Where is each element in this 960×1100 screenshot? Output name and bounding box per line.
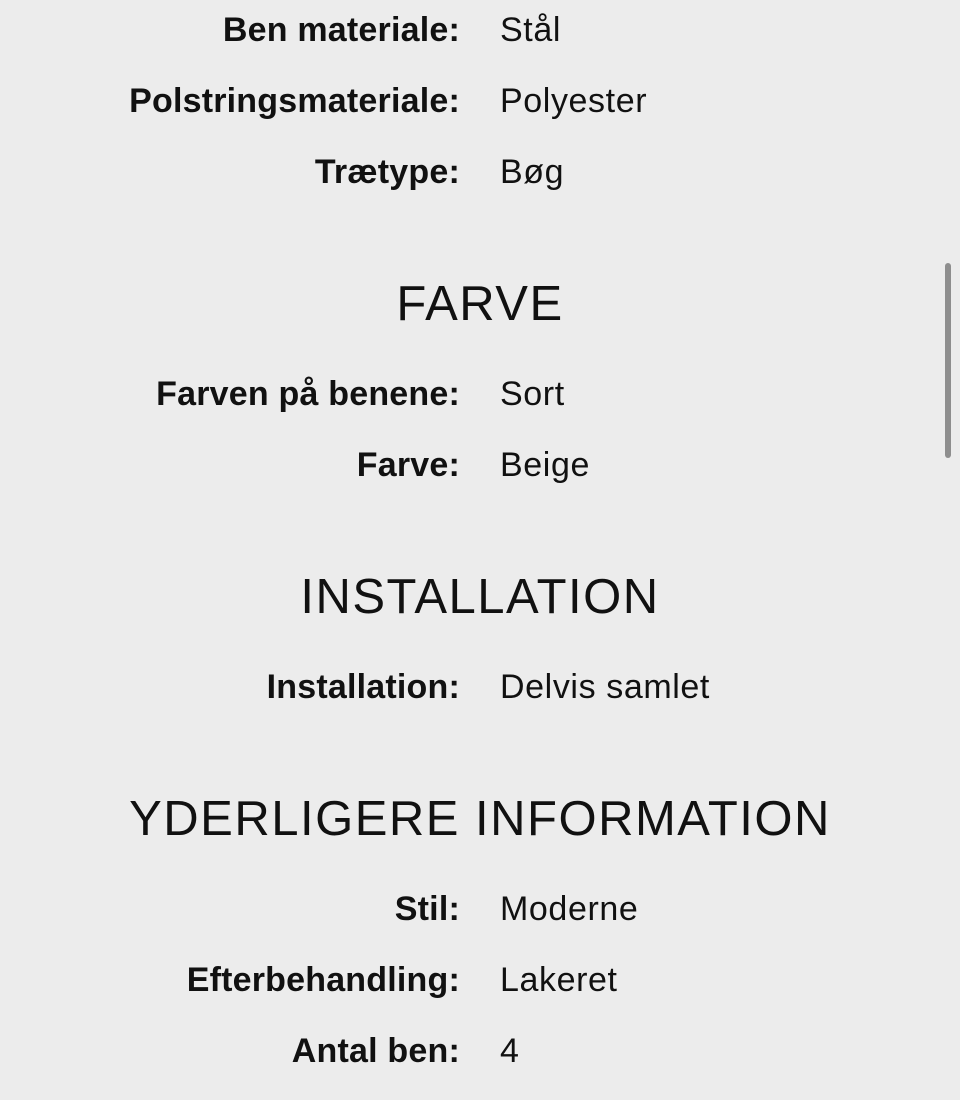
spec-row-color [0, 440, 960, 490]
spec-label: Farve: [356, 446, 460, 484]
section-heading-additional-info: YDERLIGERE INFORMATION [129, 792, 831, 846]
spec-value: Sort [500, 375, 565, 413]
spec-row-style [0, 884, 960, 934]
spec-row-upholstery-material [0, 76, 960, 126]
spec-label: Stil: [394, 890, 460, 928]
spec-label: Trætype: [314, 153, 460, 191]
spec-value: Bøg [500, 153, 565, 191]
spec-row-leg-color [0, 369, 960, 419]
spec-row-finish [0, 955, 960, 1005]
spec-label: Polstringsmateriale: [129, 82, 460, 120]
vertical-scrollbar[interactable] [945, 263, 951, 458]
spec-value: Moderne [500, 890, 639, 928]
section-heading-installation: INSTALLATION [300, 570, 660, 624]
spec-value: Lakeret [500, 961, 618, 999]
spec-label: Installation: [266, 668, 460, 706]
spec-value: Stål [500, 11, 561, 49]
spec-value: Delvis samlet [500, 668, 710, 706]
spec-label: Farven på benene: [156, 375, 460, 413]
spec-value: Beige [500, 446, 590, 484]
spec-value: 4 [500, 1032, 520, 1070]
spec-label: Antal ben: [291, 1032, 460, 1070]
spec-row-wood-type [0, 147, 960, 197]
spec-row-installation [0, 662, 960, 712]
spec-label: Ben materiale: [222, 11, 460, 49]
section-heading-color: FARVE [396, 277, 564, 331]
spec-row-leg-material [0, 5, 960, 55]
spec-value: Polyester [500, 82, 648, 120]
spec-label: Efterbehandling: [186, 961, 460, 999]
spec-row-leg-count [0, 1026, 960, 1076]
